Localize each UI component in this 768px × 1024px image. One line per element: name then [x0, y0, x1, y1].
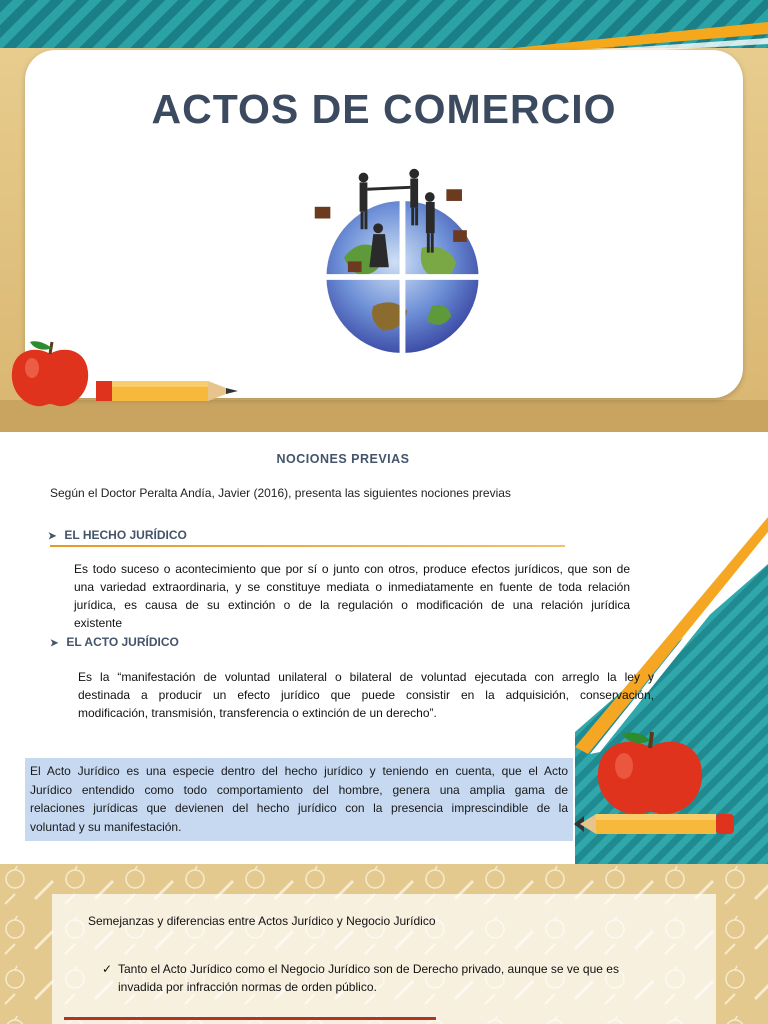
checkmark-icon: ✓: [102, 962, 113, 976]
slide-semejanzas: [0, 864, 768, 1024]
checklist-line: invadida por infracción normas de orden público.: [118, 980, 377, 994]
box-line: El Acto Jurídico es una especie dentro del hecho jurídico y teniendo en cuenta, que el Acto: [30, 764, 568, 778]
acto-paragraph: [78, 668, 654, 722]
paragraph-line: destinada a producir un efecto jurídico que puede consistir en la adquisición, conservación,: [78, 688, 654, 702]
paragraph-line: una variedad extraordinaria, y se constituye mediata o inmediatamente en fuente de toda relación: [74, 580, 630, 594]
bullet-label: EL HECHO JURÍDICO: [64, 528, 187, 542]
highlight-box: [25, 758, 573, 841]
slide-title: [0, 0, 768, 432]
bullet-hecho-juridico: [48, 528, 187, 542]
slide-title-text: ACTOS DE COMERCIO: [151, 86, 617, 132]
pencil-icon: [574, 812, 738, 836]
slide-nociones: [0, 432, 768, 864]
globe-business-people-illustration: [305, 160, 500, 355]
paragraph-line: jurídica, es causa de su extinción o de la regulación o modificación de una relación jurídica: [74, 598, 630, 612]
apple-icon: [596, 728, 704, 818]
section-heading: NOCIONES PREVIAS: [276, 452, 410, 466]
checklist-item: [102, 960, 678, 996]
bullet-label: EL ACTO JURÍDICO: [66, 635, 179, 649]
orange-divider: [50, 545, 565, 547]
intro-text: Según el Doctor Peralta Andía, Javier (2016), presenta las siguientes nociones previas: [50, 486, 511, 500]
paragraph-line: existente: [74, 616, 123, 630]
box-line: relaciones jurídicas que devienen del hecho jurídico con la presencia imprescindible de la: [30, 801, 568, 815]
box-line: Jurídico entendido como todo comportamiento del hombre, genera una amplia gama de: [30, 782, 568, 797]
pencil-icon: [96, 378, 240, 404]
semejanzas-title: Semejanzas y diferencias entre Actos Jurídico y Negocio Jurídico: [88, 914, 436, 928]
bullet-acto-juridico: [50, 635, 179, 649]
hecho-paragraph: [74, 560, 630, 632]
paragraph-line: modificación, transmisión, transferencia o extinción de un derecho”.: [78, 706, 437, 720]
arrow-bullet-icon: ➤: [50, 638, 59, 649]
red-underline: [64, 1017, 436, 1020]
box-line: voluntad y su manifestación.: [30, 819, 182, 834]
apple-icon: [8, 338, 92, 410]
arrow-bullet-icon: ➤: [48, 531, 57, 542]
shelf-band: [0, 400, 768, 432]
paragraph-line: Es todo suceso o acontecimiento que por sí o junto con otros, produce efectos jurídicos, que son de: [74, 562, 630, 576]
paragraph-line: Es la “manifestación de voluntad unilateral o bilateral de voluntad ejecutada con arreglo la ley y: [78, 670, 654, 684]
checklist-line: Tanto el Acto Jurídico como el Negocio Jurídico son de Derecho privado, aunque se ve que es: [118, 962, 619, 976]
